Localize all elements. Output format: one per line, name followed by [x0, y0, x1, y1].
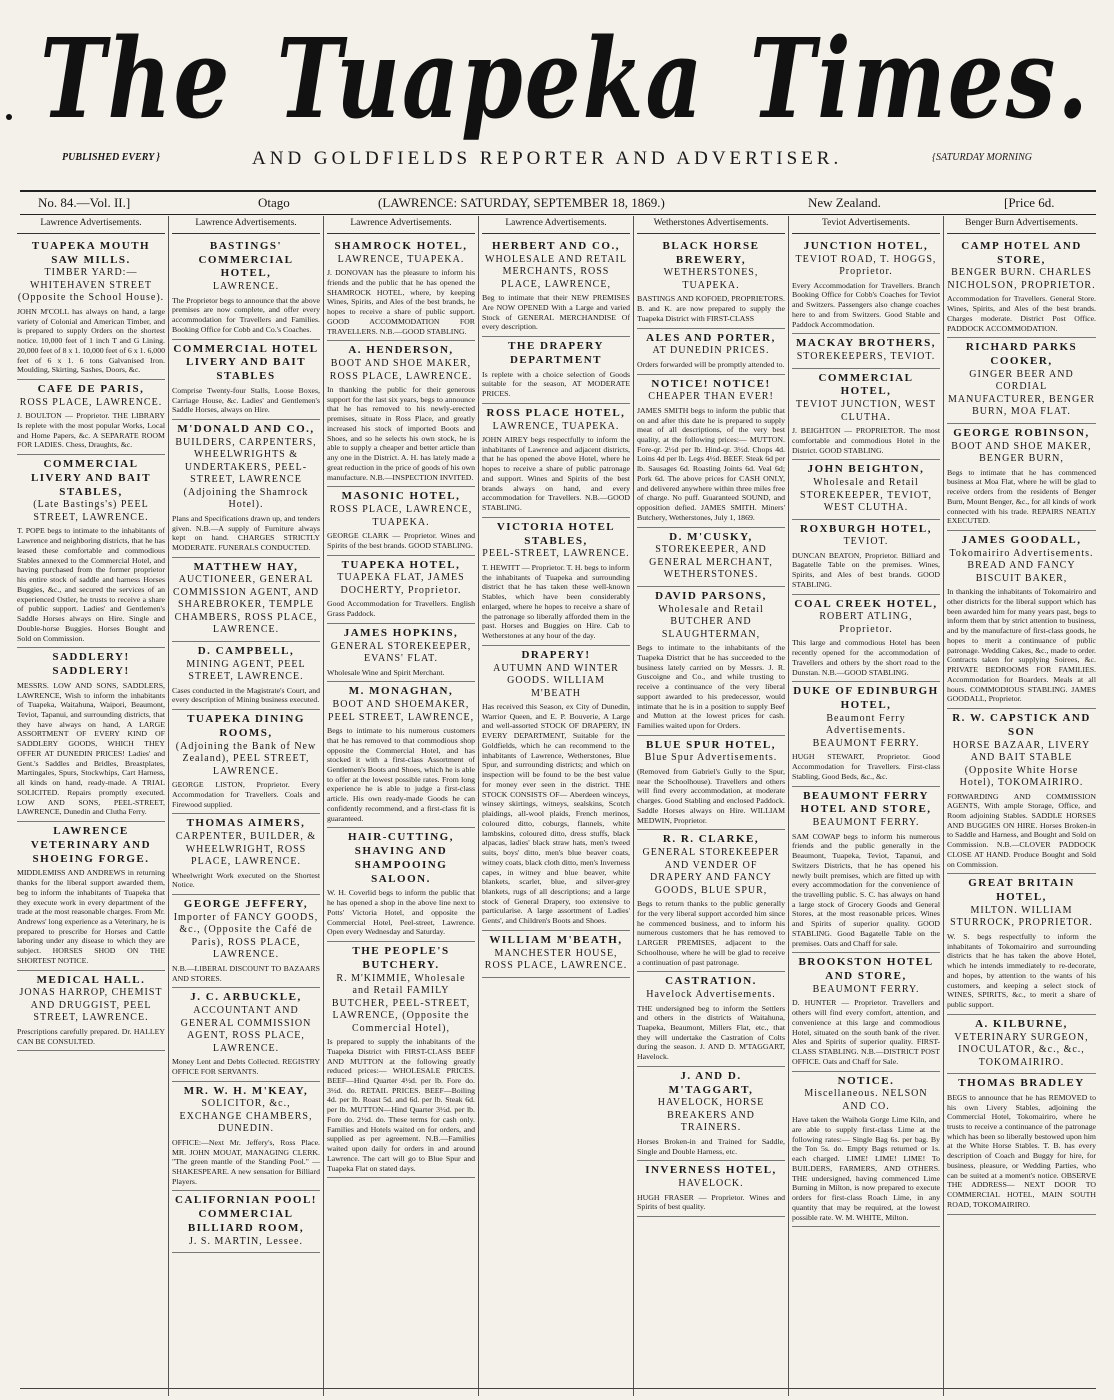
ad-heading: GEORGE JEFFERY,: [183, 898, 309, 911]
advertisement: [17, 971, 165, 1052]
newspaper-title: [40, 13, 1090, 143]
ad-subheading: WHOLESALE AND RETAIL MERCHANTS, ROSS PLACE, LAWRENCE,: [485, 253, 627, 290]
ad-body: T. HEWITT — Proprietor. T. H. begs to inform the inhabitants of Tuapeka and surrounding district that he has taken these well-known Stables, which have been considerably enlarged, where he hopes to receive a share of the patronage so liberally afforded them in the past. Horses and Buggies on Hire. Cab to Wetherstones at any hour of the day.: [482, 562, 630, 641]
advertisement: [792, 787, 940, 954]
advertisement: [947, 338, 1096, 424]
ad-heading: MR. W. H. M'KEAY,: [183, 1084, 309, 1097]
ad-body: Every Accommodation for Travellers. Branch Booking Office for Cobb's Coaches for Teviot and Switzers. Passengers also change coaches here to and from Switzers. Good Stable and Paddock Accommodation.: [792, 280, 940, 329]
ad-subheading: BUILDERS, CARPENTERS, WHEELWRIGHTS & UNDERTAKERS, PEEL-STREET, LAWRENCE (Adjoining the Shamrock Hotel).: [175, 436, 317, 511]
ad-body: GEORGE LISTON, Proprietor. Every Accommodation for Travellers. Coals and Firewood supplied.: [172, 780, 320, 809]
column-heading: Lawrence Advertisements.: [17, 216, 165, 234]
ad-subheading: SOLICITOR, &c., EXCHANGE CHAMBERS, DUNEDIN.: [179, 1098, 313, 1135]
ad-heading: GEORGE ROBINSON,: [953, 426, 1090, 439]
advertisement: [947, 531, 1096, 709]
ad-subheading: Importer of FANCY GOODS, &c., (Opposite the Café de Paris), ROSS PLACE, LAWRENCE.: [173, 911, 319, 961]
ad-heading: JAMES GOODALL,: [961, 533, 1082, 546]
ad-heading: BEAUMONT FERRY HOTEL AND STORE,: [800, 789, 932, 816]
column-heading: Lawrence Advertisements.: [172, 216, 320, 234]
ad-body: MIDDLEMISS AND ANDREWS in returning thanks for the liberal support awarded them, beg to inform the inhabitants of Tuapeka that they execute work in every department of the trade at the most reasonable charges. From Mr. Andrews' long experience as a Veterinary, he is prepared to prescribe for Horses and Cattle laboring under any disease to which they are subject. HORSES SHOD ON THE SHORTEST NOTICE.: [17, 868, 165, 965]
ad-subheading: ROSS PLACE, LAWRENCE, TUAPEKA.: [329, 504, 473, 528]
ad-heading: VICTORIA HOTEL STABLES,: [496, 520, 616, 547]
ad-body: JOHN M'COLL has always on hand, a large variety of Colonial and American Timber, and is prepared to supply Orders on the shortest notice. 10,000 feet of 1 inch T and G Lining. 20,000 feet of 8 x 1. 10,000 feet of 6 x 1. 6,000 feet of 6 x 1. 6 tons Galvanised Iron. Moulding, Skirting, Sashes, Doors, &c.: [17, 306, 165, 375]
issue-date: (LAWRENCE: SATURDAY, SEPTEMBER 18, 1869.): [378, 195, 665, 210]
ad-body: W. S. begs respectfully to inform the inhabitants of Tokomairiro and surrounding districts that he has taken the above Hotel, which he intends immediately to re-decorate, and hopes, by attention to the wants of his customers, and keeping a select stock of WINES, SPIRITS, &c., to merit a share of public support.: [947, 931, 1096, 1010]
advertisement: [327, 682, 475, 828]
ad-subheading: STOREKEEPERS, TEVIOT.: [796, 351, 936, 363]
ad-subheading: Miscellaneous. NELSON AND CO.: [804, 1088, 928, 1112]
published-every: PUBLISHED EVERY }: [62, 152, 160, 163]
advertisement: [482, 237, 630, 337]
advertisement: [172, 340, 320, 420]
ad-subheading: BEAUMONT FERRY.: [812, 817, 920, 829]
ad-body: Cases conducted in the Magistrate's Court, and every description of Mining business executed.: [172, 685, 320, 705]
advertisement: [172, 988, 320, 1081]
ad-subheading: JONAS HARROP, CHEMIST AND DRUGGIST, PEEL STREET, LAWRENCE.: [19, 987, 163, 1024]
ad-heading: TUAPEKA MOUTH SAW MILLS.: [31, 239, 151, 266]
ad-subheading: GENERAL STOREKEEPER AND VENDER OF DRAPERY AND FANCY GOODS, BLUE SPUR,: [642, 847, 780, 896]
ad-heading: JOHN BEIGHTON,: [807, 463, 925, 476]
ad-heading: BLACK HORSE BREWERY,: [662, 239, 760, 266]
advertisement: [17, 455, 165, 648]
advertisement: [482, 931, 630, 978]
column-6: [789, 216, 944, 1396]
advertisement: [637, 237, 785, 329]
page-bottom-rule: [20, 1388, 1096, 1389]
ad-heading: LAWRENCE VETERINARY AND SHOEING FORGE.: [30, 825, 152, 865]
column-3: [324, 216, 479, 1396]
ad-heading: D. M'CUSKY,: [669, 530, 753, 543]
ad-heading: JAMES HOPKINS,: [343, 626, 459, 639]
ad-subheading: BENGER BURN. CHARLES NICHOLSON, PROPRIETOR.: [947, 267, 1096, 291]
advertisement: [947, 1074, 1096, 1215]
ad-heading: WILLIAM M'BEATH,: [489, 933, 623, 946]
advertisement: [172, 1082, 320, 1192]
advertisement: [327, 556, 475, 624]
advertisement: [792, 1072, 940, 1228]
ad-body: W. H. Coverlid begs to inform the public that he has opened a shop in the above line next to Potts' Victoria Hotel, and opposite the Commercial Hotel, Peel-street, Lawrence. Open every Wednesday and Saturday.: [327, 888, 475, 937]
ad-subheading: MANCHESTER HOUSE, ROSS PLACE, LAWRENCE.: [484, 947, 628, 972]
column-heading: Lawrence Advertisements.: [327, 216, 475, 234]
ad-body: GEORGE CLARK — Proprietor. Wines and Spirits of the best brands. GOOD STABLING.: [327, 531, 475, 550]
ad-heading: CAMP HOTEL AND STORE,: [961, 239, 1082, 266]
ad-heading: RICHARD PARKS COOKER,: [965, 341, 1078, 368]
ad-body: Good Accommodation for Travellers. English Grass Paddock.: [327, 599, 475, 619]
ad-body: FORWARDING AND COMMISSION AGENTS, With ample Storage, Office, and Room adjoining Stables. SADDLE HORSES AND BUGGIES ON HIRE. Horses Broken-in to Saddle and Harness, and Bought and Sold on Commission. N.B.—CLOVER PADDOCK CLOSE AT HAND. Produce Bought and Sold on Commission.: [947, 791, 1096, 869]
ad-subheading: MILTON. WILLIAM STURROCK, PROPRIETOR.: [950, 904, 1093, 929]
ad-heading: NOTICE! NOTICE!: [651, 377, 771, 390]
ad-heading: SADDLERY! SADDLERY!: [52, 651, 130, 678]
advertisement: [947, 709, 1096, 874]
advertisement: [482, 337, 630, 404]
advertisement: [792, 334, 940, 368]
ad-body: Horses Broken-in and Trained for Saddle, Single and Double Harness, etc.: [637, 1136, 785, 1156]
price: [Price 6d.: [1004, 195, 1055, 210]
advertisement: [792, 369, 940, 461]
masthead-subtitle-row: [0, 148, 1114, 174]
advertisement: [172, 558, 320, 642]
advertisement: [172, 420, 320, 558]
ad-heading: COMMERCIAL HOTEL LIVERY AND BAIT STABLES: [173, 342, 319, 383]
ad-heading: A. HENDERSON,: [348, 344, 454, 357]
ad-subheading: Tokomairiro Advertisements. BREAD AND FANCY BISCUIT BAKER,: [949, 547, 1094, 584]
advertisement: [947, 874, 1096, 1014]
ad-body: SAM COWAP begs to inform his numerous friends and the public generally in the Beaumont, Tuapeka, Teviot, Tapanui, and Switzers Districts, that he has opened his newly built premises, which are fitted up with every accommodation for the convenience of the travelling public. S. C. has always on hand a large stock of Grocery Goods and General Stores, at the most reasonable prices. Wines and Spirits of superior quality. GOOD STABLING. Good Bagatelle Table on the premises. Oats and Chaff for sale.: [792, 831, 940, 948]
ad-body: Has received this Season, ex City of Dunedin, Warrior Queen, and E. P. Bouverie, A Large and well-assorted STOCK OF DRAPERY, IN EVERY DEPARTMENT, Suitable for the Goldfields, which he can recommend to the inhabitants of Lawrence, Wetherstones, Blue Spur, and surrounding districts; and which on inspection will be found to be the best value for money ever seen in the district. THE STOCK CONSISTS OF— Aberdeen winceys, winsey skirtings, witneys, sealskins, Scotch plaidings, all-wool plaids, French merinos, coloured ditto, coburgs, flannels, white lambskins, coloured ditto, dress stuffs, black alpacas, ladies' black straw hats, men's tweed suits, boys' ditto, men's blue beaver coats, witney coats, black cloth ditto, men's Inverness capes, in witney and blue beaver, white blankets, scarlet, blue, and silver-grey blankets, rugs of all descriptions; and a large stock of General Drapery, too extensive to particularise. A large assortment of Ladies' Gents', and Children's Boots and Shoes.: [482, 702, 630, 926]
ad-subheading: LAWRENCE.: [212, 281, 280, 293]
ad-body: Begs to intimate to the inhabitants of the Tuapeka District that he has succeeded to the business lately carried on by Messrs. J. R. Guscoigne and Co., and while trusting to receive a continuance of the very liberal support awarded to his predecessor, would intimate that he is in a position to supply Beef and Mutton at the lowest prices for cash. Families waited upon for Orders.: [637, 643, 785, 730]
advertisement: [482, 646, 630, 931]
ad-subheading: ACCOUNTANT AND GENERAL COMMISSION AGENT, ROSS PLACE, LAWRENCE.: [180, 1005, 312, 1054]
ad-heading: MEDICAL HALL.: [36, 973, 146, 986]
ad-body: Prescriptions carefully prepared. Dr. HALLEY CAN BE CONSULTED.: [17, 1026, 165, 1046]
ad-subheading: AUTUMN AND WINTER GOODS. WILLIAM M'BEATH: [493, 662, 619, 699]
ad-heading: A. KILBURNE,: [975, 1017, 1068, 1030]
ad-heading: MATTHEW HAY,: [193, 560, 299, 573]
ad-subheading: STOREKEEPER, AND GENERAL MERCHANT, WETHERSTONES.: [649, 544, 773, 581]
advertisement-columns: [14, 216, 1104, 1396]
ad-body: In thanking the public for their generous support for the last six years, begs to announce that he has removed to his newly-erected premises, situate in Ross Place, and greatly increased his stock of imported Boots and Shoes, and so he selects his own stock, he is able to supply a cheaper and better article than any one in the District. A. H. has lately made a great reduction in the price of goods of his own manufacture. N.B.—INSPECTION INVITED.: [327, 385, 475, 482]
advertisement: [172, 237, 320, 340]
ad-body: J. DONOVAN has the pleasure to inform his friends and the public that he has opened the SHAMROCK HOTEL, where, by keeping Wines, Spirits, and Ales of the best brands, he hopes to receive a share of public support. GOOD ACCOMMODATION FOR TRAVELLERS. N.B.—GOOD STABLING.: [327, 268, 475, 336]
ad-body: DUNCAN BEATON, Proprietor. Billiard and Bagatelle Table on the premises. Wines, Spirits, and Ales of best brands. GOOD STABLING.: [792, 550, 940, 589]
ad-heading: J. C. ARBUCKLE,: [190, 991, 302, 1004]
ad-body: In thanking the inhabitants of Tokomairiro and other districts for the liberal support which has been awarded him for many years past, begs to inform them that by strict attention to business, and by the manufacture of first-class goods, he hopes to merit a continuance of public patronage. Wedding Cakes, &c., made to order. Contracts taken for supplying Soirees, &c. PRIVATE BEDROOMS FOR FAMILIES. Accommodation for Boarders. Meals at all hours. COMMODIOUS STABLING. JAMES GOODALL, Proprietor.: [947, 587, 1096, 704]
ad-heading: BROOKSTON HOTEL AND STORE,: [798, 956, 934, 983]
country: New Zealand.: [808, 195, 881, 210]
ad-body: Is prepared to supply the inhabitants of the Tuapeka District with FIRST-CLASS BEEF AND MUTTON at the following greatly reduced prices:— WHOLESALE PRICES. BEEF—Hind Quarter 4½d. per lb. Fore do. 3½d. do. RETAIL PRICES. BEEF—Boiling 4d. per lb. Roast 5d. and 6d. per lb. Steak 6d. per lb. MUTTON—Hind Quarter 3½d. per lb. Fore do. 2½d. do. These terms for cash only. Families and Hotels waited on for orders, and supplied as per agreement. N.B.—Families waited upon daily for orders in and around Lawrence. The cart will go to Blue Spur and Tuapeka Flat on stated days.: [327, 1037, 475, 1173]
advertisement: [172, 710, 320, 814]
ad-heading: CALIFORNIAN POOL! COMMERCIAL BILLIARD ROOM,: [175, 1194, 317, 1234]
masthead-subtitle: AND GOLDFIELDS REPORTER AND ADVERTISER.: [252, 148, 843, 169]
advertisement: [637, 830, 785, 972]
advertisement: [17, 237, 165, 380]
ad-body: THE undersigned beg to inform the Settlers and others in the districts of Waitahuna, Tuapeka, Beaumont, Millers Flat, etc., that they will undertake the Castration of Colts during the season. J. AND D. M'TAGGART, Havelock.: [637, 1003, 785, 1062]
ad-body: Accommodation for Travellers. General Store. Wines, Spirits, and Ales of the best brands. Charges moderate. District Post Office. PADDOCK ACCOMMODATION.: [947, 294, 1096, 333]
dateline: [20, 190, 1096, 215]
ad-heading: THE DRAPERY DEPARTMENT: [508, 340, 604, 366]
column-1: [14, 216, 169, 1396]
ad-heading: DAVID PARSONS,: [655, 589, 767, 602]
ad-subheading: AUCTIONEER, GENERAL COMMISSION AGENT, AND SHAREBROKER, TEMPLE CHAMBERS, ROSS PLACE, LAWRENCE.: [172, 574, 320, 636]
ad-body: Begs to return thanks to the public generally for the very liberal support accorded him since he commenced business, and to inform his numerous customers that he has removed to LARGER PREMISES, adjacent to the Schoolhouse, where he will be glad to receive a continuation of past patronage.: [637, 899, 785, 967]
advertisement: [172, 895, 320, 988]
advertisement: [172, 642, 320, 710]
advertisement: [327, 624, 475, 682]
ad-body: N.B.—LIBERAL DISCOUNT TO BAZAARS AND STORES.: [172, 963, 320, 983]
ad-body: BASTINGS AND KOFOED, PROPRIETORS. B. and K. are now prepared to supply the Tuapeka District with FIRST-CLASS: [637, 294, 785, 323]
ad-subheading: TIMBER YARD:—WHITEHAVEN STREET (Opposite the School House).: [17, 267, 165, 304]
advertisement: [792, 237, 940, 334]
column-heading: Lawrence Advertisements.: [482, 216, 630, 234]
ad-heading: SHAMROCK HOTEL,: [334, 239, 468, 252]
ad-subheading: (Late Bastings's) PEEL STREET, LAWRENCE.: [33, 499, 149, 523]
ad-subheading: Blue Spur Advertisements.: [644, 752, 778, 764]
advertisement: [17, 648, 165, 822]
ad-body: D. HUNTER — Proprietor. Travellers and others will find every comfort, attention, and convenience at this large and commodious Hotel, situated on the south bank of the river. Ales and Spirits of superior quality. FIRST-CLASS STABLING. N.B.—DISTRICT POST OFFICE. Oats and Chaff for Sale.: [792, 998, 940, 1066]
advertisement: [637, 736, 785, 831]
ad-body: Wholesale Wine and Spirit Merchant.: [327, 667, 445, 677]
ad-body: MESSRS. LOW AND SONS, SADDLERS, LAWRENCE, Wish to inform the inhabitants of Tuapeka, Waitahuna, Waipori, Beaumont, Teviot, Tapanui, and surrounding districts, that they have always on hand, A LARGE ASSORTMENT OF EVERY KIND OF SADDLERY GOODS, WHICH THEY OFFER AT DUNEDIN PRICES! Ladies' and Gent.'s Saddles and Bridles, Breastplates, Martingales, Spurs, Stockwhips, Cart Harness, all kinds on hand, ready-made. A TRIAL SOLICITED. Repairs promptly executed. LOW AND SONS, PEEL-STREET, LAWRENCE, Dunedin and Clutha Ferry.: [17, 680, 165, 817]
ad-subheading: ROBERT ATLING, Proprietor.: [819, 611, 913, 635]
ad-body: J. BEIGHTON — PROPRIETOR. The most comfortable and commodious Hotel in the District. GOOD STABLING.: [792, 426, 940, 455]
ad-heading: TUAPEKA DINING ROOMS,: [187, 713, 305, 739]
ad-subheading: TUAPEKA FLAT, JAMES DOCHERTY, Proprietor.: [337, 572, 465, 596]
ad-body: Orders forwarded will be promptly attended to.: [637, 359, 785, 369]
advertisement: [327, 828, 475, 942]
ad-body: Have taken the Waihola Gorge Lime Kiln, and are able to supply first-class Lime at the following rates:— Single Bag 6s. per bag. By the Ton 5s. do. Empty Bags returned or 1s. each charged. LIME! LIME! LIME! To BUILDERS, FARMERS, AND OTHERS. THE undersigned, having commenced Lime Burning in Milton, is now prepared to execute orders for first-class Roach Lime, in any quantity that may be required, at the lowest possible rate. W. M. WHITE, Milton.: [792, 1115, 940, 1222]
ad-body: BEGS to announce that he has REMOVED to his own Livery Stables, adjoining the Commercial Hotel, Tokomairiro, where he trusts to receive a continuance of the patronage which has been so liberally bestowed upon him at the White Horse Stables. T. B. has every description of Coach and Buggy for hire, for business, pleasure, or Wedding Parties, who can be suited at a moment's notice. OBSERVE THE ADDRESS— NEXT DOOR TO COMMERCIAL HOTEL, MAIN SOUTH ROAD, TOKOMAIRIRO.: [947, 1092, 1096, 1209]
ad-heading: COMMERCIAL HOTEL,: [818, 371, 914, 398]
ad-heading: M'DONALD AND CO.,: [177, 423, 315, 436]
advertisement: [327, 341, 475, 487]
advertisement: [792, 520, 940, 595]
ad-heading: COMMERCIAL LIVERY AND BAIT STABLES,: [30, 458, 152, 498]
ad-heading: D. CAMPBELL,: [197, 644, 295, 657]
advertisement: [482, 518, 630, 646]
ad-heading: M. MONAGHAN,: [348, 685, 454, 698]
ad-subheading: LAWRENCE, TUAPEKA.: [337, 253, 465, 265]
masthead: [0, 0, 1114, 200]
ad-body: Beg to intimate that their NEW PREMISES Are NOW OPENED With a Large and varied Stock of GENERAL MERCHANDISE Of every description.: [482, 293, 630, 332]
ad-heading: MASONIC HOTEL,: [341, 490, 461, 503]
ad-heading: TUAPEKA HOTEL,: [341, 558, 461, 571]
ad-subheading: (Adjoining the Bank of New Zealand), PEEL STREET, LAWRENCE.: [175, 740, 317, 777]
ad-heading: INVERNESS HOTEL,: [645, 1164, 777, 1177]
advertisement: [947, 237, 1096, 338]
ad-body: OFFICE:—Next Mr. Jeffery's, Ross Place. MR. JOHN MOUAT, MANAGING CLERK. "The green mantle of the Standing Pool." —SHAKESPEARE. A new sensation for Billiard Players.: [172, 1137, 320, 1186]
ad-subheading: Beaumont Ferry Advertisements. BEAUMONT FERRY.: [812, 712, 920, 749]
advertisement: [792, 682, 940, 786]
column-2: [169, 216, 324, 1396]
ad-heading: THE PEOPLE'S BUTCHERY.: [352, 945, 450, 971]
ad-subheading: GENERAL STOREKEEPER, EVANS' FLAT.: [330, 640, 472, 665]
advertisement: [172, 1191, 320, 1253]
ad-subheading: R. M'KIMMIE, Wholesale and Retail FAMILY BUTCHER, PEEL-STREET, LAWRENCE, (Opposite the Commercial Hotel),: [331, 972, 471, 1034]
advertisement: [482, 404, 630, 518]
advertisement: [792, 460, 940, 519]
advertisement: [637, 972, 785, 1067]
ad-subheading: CARPENTER, BUILDER, & WHEELWRIGHT, ROSS PLACE, LAWRENCE.: [175, 831, 317, 868]
ad-subheading: GINGER BEER AND CORDIAL MANUFACTURER, BENGER BURN, MOA FLAT.: [947, 368, 1096, 418]
ad-heading: ROXBURGH HOTEL,: [800, 522, 932, 535]
advertisement: [637, 1067, 785, 1161]
ad-body: HUGH FRASER — Proprietor. Wines and Spirits of best quality.: [637, 1192, 785, 1212]
advertisement: [637, 1161, 785, 1217]
ad-subheading: Wholesale and Retail STOREKEEPER, TEVIOT, WEST CLUTHA.: [800, 477, 932, 513]
advertisement: [947, 1015, 1096, 1074]
advertisement: [792, 595, 940, 683]
ad-body: Comprise Twenty-four Stalls, Loose Boxes, Carriage House, &c. Ladies' and Gentlemen's Saddle Horses, always on Hire.: [172, 385, 320, 415]
issue-number: No. 84.—Vol. II.]: [38, 195, 131, 210]
ad-subheading: BEAUMONT FERRY.: [812, 983, 920, 995]
ad-heading: R. W. CAPSTICK AND SON: [952, 712, 1091, 738]
ad-heading: DRAPERY!: [521, 648, 591, 661]
advertisement: [327, 487, 475, 555]
ad-heading: MACKAY BROTHERS,: [796, 337, 936, 350]
advertisement: [172, 814, 320, 895]
advertisement: [17, 822, 165, 971]
ad-body: J. BOULTON — Proprietor. THE LIBRARY Is replete with the most popular Works, Local and Home Papers, &c. A SEPARATE ROOM FOR LADIES. Chess, Draughts, &c.: [17, 411, 165, 450]
advertisement: [637, 528, 785, 587]
ad-subheading: Wholesale and Retail BUTCHER AND SLAUGHTERMAN,: [658, 603, 764, 640]
ad-heading: DUKE OF EDINBURGH HOTEL,: [793, 685, 939, 712]
ad-heading: R. R. CLARKE,: [662, 833, 760, 846]
ad-body: JAMES SMITH begs to inform the public that on and after this date he is prepared to supply meat of all descriptions, of the very best quality, at the following prices:— MUTTON. Fore-qr. 2½d per lb. Hind-qr. 3½d. Chops 4d. Loins 4d per lb. Legs 4½d. BEEF. Steak 6d per lb. Sausages 6d. Roasting Joints 6d. Veal 6d; Pork 6d. The above prices for CASH ONLY, and delivered anywhere within three miles free of charge. No puff. Guaranteed SOUND, and opposition defied. JAMES SMITH. Miners' Butchery, Wetherstones, July 1, 1869.: [637, 405, 785, 522]
ad-heading: JUNCTION HOTEL,: [803, 239, 929, 252]
title-word: The: [40, 13, 232, 143]
advertisement: [637, 587, 785, 736]
advertisement: [947, 424, 1096, 531]
ad-heading: BLUE SPUR HOTEL,: [645, 738, 777, 751]
ad-subheading: J. S. MARTIN, Lessee.: [188, 1235, 303, 1247]
ad-body: Is replete with a choice selection of Goods suitable for the season, AT MODERATE PRICES.: [482, 369, 630, 399]
ad-body: T. POPE begs to intimate to the inhabitants of Lawrence and neighboring districts, that he has leased these comfortable and commodious Stables annexed to the Commercial Hotel, and having purchased from the former proprietor his entire stock of saddle and harness Horses Buggies, &c., and secured the services of an experienced Ostler, he trusts to receive a share of public support. Ladies' and Gentlemen's Saddle Horses always on Hire. Single and Double-horse Buggies. Horses Bought and Sold on Commission.: [17, 526, 165, 643]
advertisement: [637, 329, 785, 375]
ad-heading: BASTINGS' COMMERCIAL HOTEL,: [198, 239, 294, 280]
ad-body: Begs to intimate that he has commenced business at Moa Flat, where he will be glad to receive orders from the residents of Benger Burn, Mount Benger, &c., for all kinds of work connected with his trade. REPAIRS NEATLY EXECUTED.: [947, 467, 1096, 526]
ad-body: HUGH STEWART, Proprietor. Good Accommodation for Travellers. First-class Stabling, Good Beds, &c., &c.: [792, 752, 940, 781]
ad-subheading: TEVIOT JUNCTION, WEST CLUTHA.: [795, 399, 937, 423]
ad-body: Plans and Specifications drawn up, and tenders given. N.B.—A supply of Furniture always kept on hand. CHARGES STRICTLY MODERATE. FUNERALS CONDUCTED.: [172, 513, 320, 552]
ad-subheading: BOOT AND SHOEMAKER, PEEL STREET, LAWRENCE,: [327, 699, 475, 723]
ad-subheading: HAVELOCK, HORSE BREAKERS AND TRAINERS.: [657, 1097, 765, 1134]
advertisement: [327, 237, 475, 341]
ad-subheading: HAVELOCK.: [678, 1178, 744, 1190]
ad-subheading: LAWRENCE, TUAPEKA.: [492, 420, 620, 432]
ad-heading: THOMAS AIMERS,: [186, 817, 306, 830]
ad-body: Begs to intimate to his numerous customers that he has removed to that commodious shop opposite the Commercial Hotel, and has stocked it with a first-class Assortment of Gentlemen's Boots and Shoes, which he is able to offer at the lowest possible rates. From long experience he is able to judge a first-class article. His own ready-made Goods he can confidently recommend, and a first-class fit is guaranteed.: [327, 726, 475, 823]
ad-heading: CASTRATION.: [665, 975, 757, 988]
ad-heading: J. AND D. M'TAGGART,: [668, 1069, 754, 1096]
column-7: [944, 216, 1099, 1396]
ad-subheading: WETHERSTONES, TUAPEKA.: [663, 267, 759, 291]
ad-subheading: BOOT AND SHOE MAKER, ROSS PLACE, LAWRENCE.: [329, 358, 473, 382]
advertisement: [17, 380, 165, 455]
ad-heading: HERBERT AND CO.,: [492, 239, 620, 252]
publication-day: {SATURDAY MORNING: [932, 152, 1033, 163]
column-heading: Wetherstones Advertisements.: [637, 216, 785, 234]
advertisement: [792, 953, 940, 1071]
column-5: [634, 216, 789, 1396]
ad-heading: COAL CREEK HOTEL,: [794, 597, 938, 610]
ad-subheading: TEVIOT.: [843, 536, 889, 548]
title-word: Times.: [749, 13, 1090, 143]
ad-subheading: AT DUNEDIN PRICES.: [652, 345, 770, 357]
ad-heading: ROSS PLACE HOTEL,: [486, 406, 626, 419]
ad-subheading: PEEL-STREET, LAWRENCE.: [482, 548, 630, 560]
ad-subheading: TEVIOT ROAD, T. HOGGS, Proprietor.: [795, 253, 937, 278]
ad-subheading: HORSE BAZAAR, LIVERY AND BAIT STABLE (Opposite White Horse Hotel), TOKOMAIRIRO.: [952, 739, 1091, 789]
ad-subheading: VETERINARY SURGEON, INOCULATOR, &c., &c., TOKOMAIRIRO.: [954, 1031, 1089, 1068]
ad-subheading: CHEAPER THAN EVER!: [648, 391, 774, 403]
ad-body: Wheelwright Work executed on the Shortest Notice.: [172, 870, 320, 890]
column-heading: Teviot Advertisements.: [792, 216, 940, 234]
ad-body: This large and commodious Hotel has been recently opened for the accommodation of Travellers and others by the short road to the Dunstan. N.B.—GOOD STABLING.: [792, 638, 940, 677]
ad-body: (Removed from Gabriel's Gully to the Spur, near the Schoolhouse). Travellers and others will find every accommodation, at moderate charges. Good Stabling and enclosed Paddock. Saddle Horses always on Hire. WILLIAM MEDWIN, Proprietor.: [637, 766, 785, 825]
advertisement: [637, 375, 785, 528]
ad-subheading: Havelock Advertisements.: [646, 989, 776, 1001]
ad-heading: CAFE DE PARIS,: [37, 383, 145, 396]
ad-heading: NOTICE.: [837, 1074, 895, 1087]
ad-heading: ALES AND PORTER,: [646, 331, 776, 344]
title-word: Tuapeka: [276, 13, 705, 143]
ad-body: The Proprietor begs to announce that the above premises are now complete, and offer every accommodation for Travellers and Families. Booking Office for Cobb and Co.'s Coaches.: [172, 295, 320, 334]
ad-heading: GREAT BRITAIN HOTEL,: [968, 877, 1075, 904]
column-heading: Benger Burn Advertisements.: [947, 216, 1096, 234]
advertisement: [327, 942, 475, 1178]
column-4: [479, 216, 634, 1396]
ad-subheading: MINING AGENT, PEEL STREET, LAWRENCE.: [186, 658, 306, 683]
ad-heading: THOMAS BRADLEY: [958, 1077, 1085, 1090]
ad-subheading: ROSS PLACE, LAWRENCE.: [19, 396, 163, 408]
province: Otago: [258, 195, 290, 210]
ad-heading: HAIR-CUTTING, SHAVING AND SHAMPOOING SALOON.: [348, 831, 454, 885]
ad-body: Money Lent and Debts Collected. REGISTRY OFFICE FOR SERVANTS.: [172, 1057, 320, 1076]
ad-body: JOHN AIREY begs respectfully to inform the inhabitants of Lawrence and adjacent districts, that he has opened the above Hotel, where he hopes to receive a share of public patronage and support. Wines and Spirits of the best brands always on hand, and every accommodation for Travellers. N.B.—GOOD STABLING.: [482, 435, 630, 513]
ad-subheading: BOOT AND SHOE MAKER, BENGER BURN,: [951, 440, 1092, 465]
